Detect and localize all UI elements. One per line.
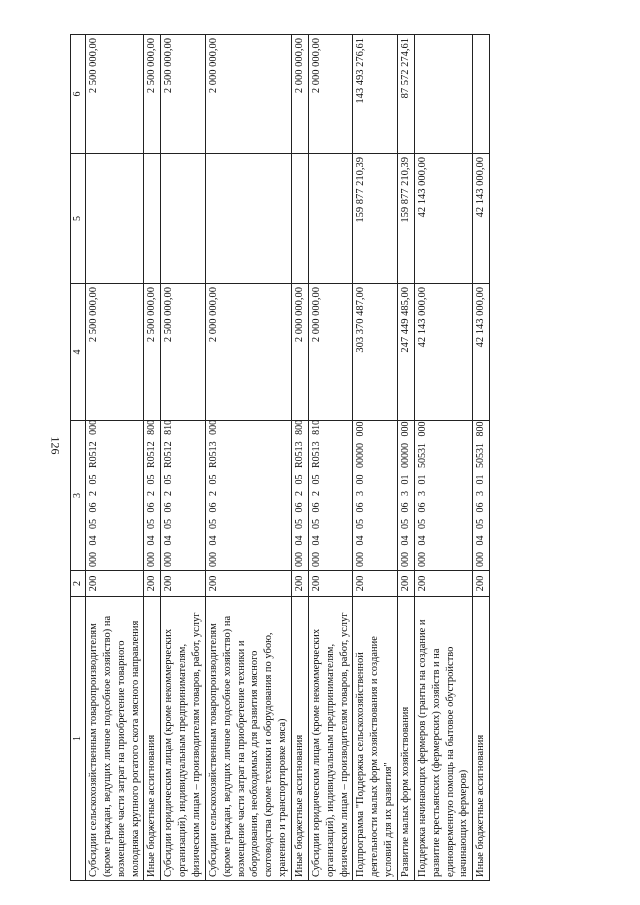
table-row (398, 35, 415, 881)
row-name-cell: Субсидии юридическим лицам (кроме некоммерческих организаций), индивидуальным предпринимателям, физическим лицам – производителям товаров, работ, услуг (308, 597, 353, 881)
table-row (161, 35, 206, 881)
row-code-cell: 000 04 05 06 3 00 00000 000 (353, 421, 398, 571)
row-code-cell: 000 04 05 06 2 05 R0512 800 (144, 421, 161, 571)
row-name-cell: Развитие малых форм хозяйствования (398, 597, 415, 881)
row-ministry-cell: 200 (473, 571, 490, 597)
row-ministry-cell: 200 (161, 571, 206, 597)
header-cell: 1 (71, 597, 86, 881)
table-row (414, 35, 472, 881)
table-row (86, 35, 144, 881)
header-cell: 2 (71, 571, 86, 597)
row-amount-cell: 2 500 000,00 (86, 35, 144, 154)
row-amount-cell: 42 143 000,00 (414, 284, 472, 421)
row-ministry-cell: 200 (205, 571, 291, 597)
row-amount-cell: 42 143 000,00 (473, 154, 490, 284)
row-amount-cell (161, 154, 206, 284)
table-row (205, 35, 291, 881)
row-name-cell: Подпрограмма "Поддержка сельскохозяйственной деятельности малых форм хозяйствования и создание условий для их развития" (353, 597, 398, 881)
header-cell: 5 (71, 154, 86, 284)
row-ministry-cell: 200 (414, 571, 472, 597)
row-code-cell: 000 04 05 06 2 05 R0512 810 (161, 421, 206, 571)
row-amount-cell: 159 877 210,39 (353, 154, 398, 284)
row-amount-cell: 247 449 485,00 (398, 284, 415, 421)
row-amount-cell: 2 000 000,00 (292, 35, 309, 154)
table-row (292, 35, 309, 881)
row-ministry-cell: 200 (86, 571, 144, 597)
row-name-cell: Иные бюджетные ассигнования (473, 597, 490, 881)
row-name-cell: Субсидии юридическим лицам (кроме некоммерческих организаций), индивидуальным предпринимателям, физическим лицам – производителям товаров, работ, услуг (161, 597, 206, 881)
row-ministry-cell: 200 (398, 571, 415, 597)
budget-table (70, 34, 490, 881)
row-code-cell: 000 04 05 06 2 05 R0513 800 (292, 421, 309, 571)
row-amount-cell (86, 154, 144, 284)
header-cell: 3 (71, 421, 86, 571)
row-ministry-cell: 200 (308, 571, 353, 597)
table-row (353, 35, 398, 881)
row-code-cell: 000 04 05 06 2 05 R0512 000 (86, 421, 144, 571)
row-ministry-cell: 200 (144, 571, 161, 597)
table-row (308, 35, 353, 881)
table-row (144, 35, 161, 881)
row-amount-cell: 2 000 000,00 (205, 35, 291, 154)
row-amount-cell: 2 000 000,00 (308, 35, 353, 154)
row-ministry-cell: 200 (292, 571, 309, 597)
row-amount-cell: 2 000 000,00 (308, 284, 353, 421)
row-amount-cell (473, 35, 490, 154)
row-amount-cell: 2 500 000,00 (86, 284, 144, 421)
page-number: 126 (48, 436, 63, 455)
row-name-cell: Иные бюджетные ассигнования (292, 597, 309, 881)
row-amount-cell (414, 35, 472, 154)
budget-table-container (70, 35, 610, 881)
row-amount-cell: 42 143 000,00 (414, 154, 472, 284)
row-amount-cell (308, 154, 353, 284)
row-amount-cell: 159 877 210,39 (398, 154, 415, 284)
row-code-cell: 000 04 05 06 2 05 R0513 810 (308, 421, 353, 571)
row-amount-cell: 2 000 000,00 (292, 284, 309, 421)
row-amount-cell: 2 500 000,00 (144, 35, 161, 154)
table-row (473, 35, 490, 881)
row-amount-cell (292, 154, 309, 284)
row-amount-cell: 303 370 487,00 (353, 284, 398, 421)
row-code-cell: 000 04 05 06 3 01 00000 000 (398, 421, 415, 571)
row-amount-cell (144, 154, 161, 284)
row-code-cell: 000 04 05 06 3 01 50531 800 (473, 421, 490, 571)
row-name-cell: Субсидии сельскохозяйственным товаропроизводителям (кроме граждан, ведущих личное подсобное хозяйство) на возмещение части затрат на приобретение техники и оборудования, необходимых для развития мясного скотоводства (кроме техники и оборудования по убою, хранению и транспортировке мяса) (205, 597, 291, 881)
row-amount-cell: 143 493 276,61 (353, 35, 398, 154)
header-cell: 4 (71, 284, 86, 421)
row-code-cell: 000 04 05 06 3 01 50531 000 (414, 421, 472, 571)
row-amount-cell: 2 500 000,00 (161, 35, 206, 154)
row-name-cell: Иные бюджетные ассигнования (144, 597, 161, 881)
row-amount-cell: 2 500 000,00 (144, 284, 161, 421)
header-cell: 6 (71, 35, 86, 154)
row-amount-cell: 87 572 274,61 (398, 35, 415, 154)
header-row (71, 35, 86, 881)
row-amount-cell: 2 500 000,00 (161, 284, 206, 421)
row-name-cell: Поддержка начинающих фермеров (гранты на создание и развитие крестьянских (фермерских) хозяйств и на единовременную помощь на бытовое обустройство начинающих фермеров) (414, 597, 472, 881)
row-ministry-cell: 200 (353, 571, 398, 597)
row-amount-cell: 2 000 000,00 (205, 284, 291, 421)
row-amount-cell: 42 143 000,00 (473, 284, 490, 421)
row-name-cell: Субсидии сельскохозяйственным товаропроизводителям (кроме граждан, ведущих личное подсобное хозяйство) на возмещение части затрат на приобретение товарного молодняка крупного рогатого скота мясного направления (86, 597, 144, 881)
row-code-cell: 000 04 05 06 2 05 R0513 000 (205, 421, 291, 571)
row-amount-cell (205, 154, 291, 284)
